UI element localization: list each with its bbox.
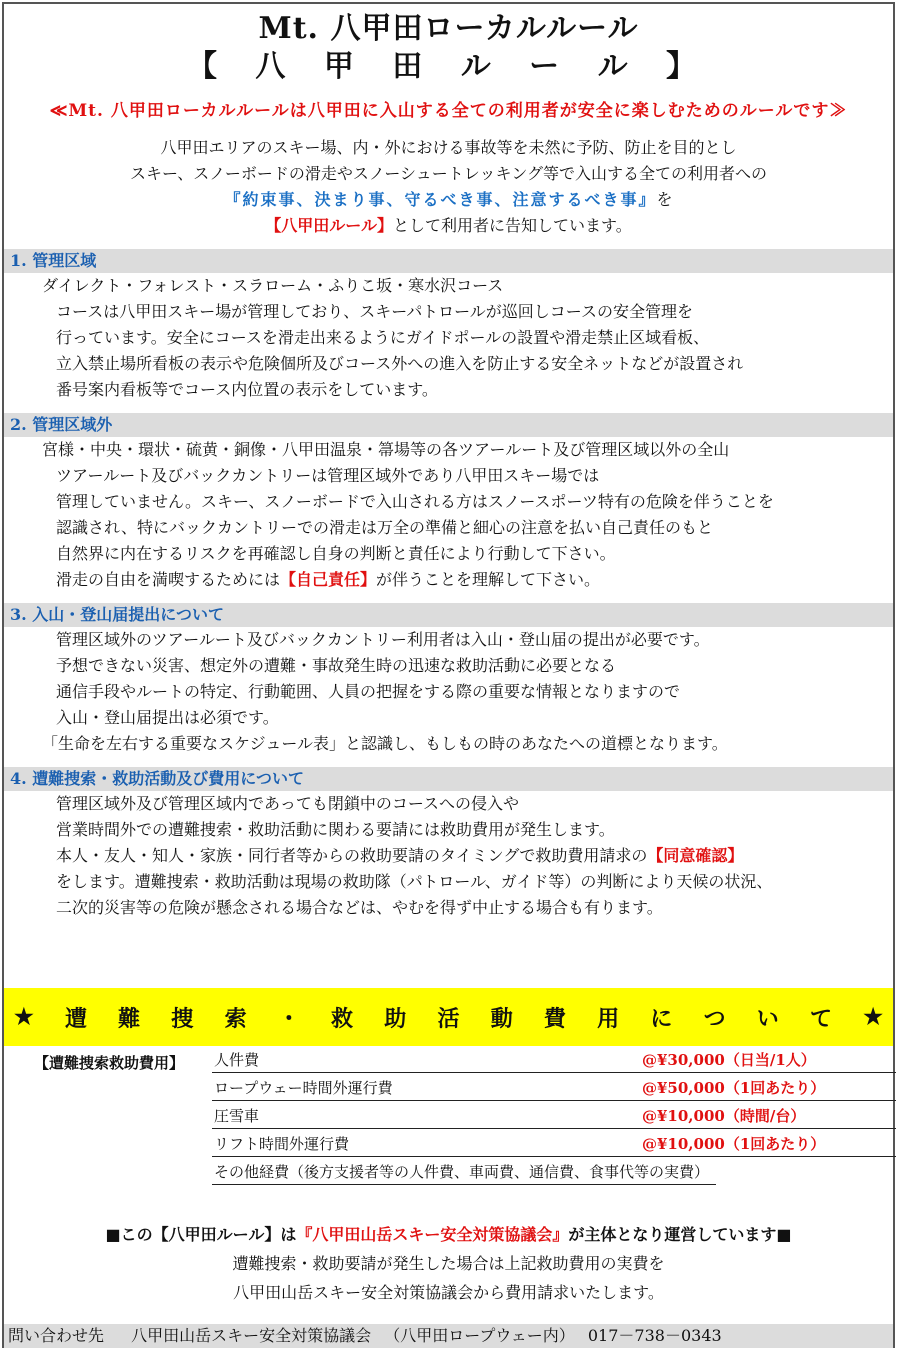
document-page: [2, 2, 895, 1348]
section-text: 滑走の自由を満喫するためには: [56, 570, 281, 589]
section-line: 認識され、特にバックカントリーでの滑走は万全の準備と細心の注意を払い自己責任のもと: [56, 518, 713, 537]
section-body: [4, 791, 893, 921]
section-text: 本人・友人・知人・家族・同行者等からの救助要請のタイミングで救助費用請求の: [56, 846, 648, 865]
footer-text: が主体となり運営しています■: [568, 1225, 792, 1244]
banner-char: 用: [597, 1005, 620, 1032]
banner-char: 費: [543, 1005, 566, 1032]
section-line: 二次的災害等の危険が懸念される場合などは、やむを得ず中止する場合も有ります。: [56, 898, 663, 917]
section-line: 「生命を左右する重要なスケジュール表」と認識し、もしもの時のあなたへの道標となります。: [42, 734, 728, 753]
self-responsibility-highlight: 【自己責任】: [280, 570, 377, 589]
footer-note: [4, 1220, 893, 1307]
banner-char: 索: [224, 1005, 247, 1032]
fee-row: [212, 1156, 716, 1185]
fee-price: @¥10,000（時間/台）: [642, 1107, 806, 1125]
fee-name: 人件費: [214, 1051, 260, 1069]
contact-label: 問い合わせ先: [8, 1326, 105, 1345]
section-line: コースは八甲田スキー場が管理しており、スキーパトロールが巡回しコースの安全管理を: [56, 302, 693, 321]
rescue-cost-banner: [4, 988, 893, 1046]
consent-highlight: 【同意確認】: [647, 846, 744, 865]
fee-name: その他経費（後方支援者等の人件費、車両費、通信費、食事代等の実費）: [214, 1163, 710, 1181]
section-line: 番号案内看板等でコース内位置の表示をしています。: [56, 380, 438, 399]
section-line: [4, 843, 893, 869]
section-line: 管理区域外及び管理区域内であっても閉鎖中のコースへの侵入や: [56, 794, 520, 813]
star-icon: ★: [863, 1004, 883, 1030]
intro-highlight: 【八甲田ルール】: [265, 216, 393, 235]
intro-text: を: [656, 190, 673, 209]
section-line: をします。遭難捜索・救助活動は現場の救助隊（パトロール、ガイド等）の判断により天候の状況、: [56, 872, 773, 891]
banner-char: に: [650, 1005, 673, 1032]
section-line: 管理していません。スキー、スノーボードで入山される方はスノースポーツ特有の危険を伴うことを: [56, 492, 774, 511]
intro-line: [4, 213, 893, 239]
section-heading: 4. 遭難捜索・救助活動及び費用について: [4, 767, 893, 791]
footer-line: 遭難捜索・救助要請が発生した場合は上記救助費用の実費を: [232, 1254, 665, 1273]
intro-highlight: 『約束事、決まり事、守るべき事、注意するべき事』: [224, 190, 657, 209]
tagline: ≪Mt. 八甲田ローカルルールは八甲田に入山する全ての利用者が安全に楽しむためのルールです≫: [49, 101, 848, 121]
banner-char: つ: [703, 1005, 726, 1032]
section-line: 入山・登山届提出は必須です。: [56, 708, 279, 727]
intro-line: 八甲田エリアのスキー場、内・外における事故等を未然に予防、防止を目的とし: [160, 138, 737, 157]
section-body: [4, 627, 893, 757]
banner-char: 動: [490, 1005, 513, 1032]
section-line: 立入禁止場所看板の表示や危険個所及びコース外への進入を防止する安全ネットなどが設置され: [56, 354, 744, 373]
footer-line: [4, 1220, 893, 1249]
page-title: Mt. 八甲田ローカルルール: [258, 11, 639, 46]
fee-row: [212, 1044, 896, 1073]
section-line: ダイレクト・フォレスト・スラローム・ふりこ坂・寒水沢コース: [42, 276, 504, 295]
fee-row: [212, 1100, 896, 1129]
council-highlight: 『八甲田山岳スキー安全対策協議会』: [296, 1225, 569, 1244]
fee-name: リフト時間外運行費: [214, 1135, 350, 1153]
section-body: [4, 273, 893, 403]
section-line: 予想できない災害、想定外の遭難・事故発生時の迅速な救助活動に必要となる: [56, 656, 617, 675]
contact-org: 八甲田山岳スキー安全対策協議会: [131, 1326, 372, 1345]
fee-name: 圧雪車: [214, 1107, 260, 1125]
section-heading: 2. 管理区域外: [4, 413, 893, 437]
footer-text: ■この【八甲田ルール】は: [105, 1225, 297, 1244]
fee-price: @¥30,000（日当/1人）: [642, 1051, 816, 1069]
section-heading: 1. 管理区域: [4, 249, 893, 273]
banner-char: ・: [277, 1005, 300, 1032]
intro-line: スキー、スノーボードの滑走やスノーシュートレッキング等で入山する全ての利用者への: [129, 164, 768, 183]
intro-line: [4, 187, 893, 213]
fee-row: [212, 1072, 896, 1101]
footer-line: 八甲田山岳スキー安全対策協議会から費用請求いたします。: [233, 1283, 664, 1302]
contact-phone: 017－738－0343: [587, 1326, 722, 1345]
intro-block: [4, 135, 893, 239]
section-body: [4, 437, 893, 593]
fee-row: [212, 1128, 896, 1157]
section-line: 自然界に内在するリスクを再確認し自身の判断と責任により行動して下さい。: [56, 544, 616, 563]
section-heading: 3. 入山・登山届提出について: [4, 603, 893, 627]
star-icon: ★: [14, 1004, 34, 1030]
banner-char: い: [756, 1005, 779, 1032]
banner-char: て: [810, 1005, 833, 1032]
page-subtitle: 【 八 甲 田 ル ー ル 】: [186, 49, 711, 84]
section-line: 営業時間外での遭難捜索・救助活動に関わる要請には救助費用が発生します。: [56, 820, 615, 839]
banner-char: 助: [384, 1005, 407, 1032]
section-line: 通信手段やルートの特定、行動範囲、人員の把握をする際の重要な情報となりますので: [56, 682, 681, 701]
banner-char: 難: [118, 1005, 141, 1032]
contact-detail: （八甲田ロープウェー内）: [384, 1326, 575, 1345]
banner-char: 捜: [171, 1005, 194, 1032]
banner-char: 活: [437, 1005, 460, 1032]
fee-name: ロープウェー時間外運行費: [214, 1079, 393, 1097]
fee-price: @¥10,000（1回あたり）: [642, 1135, 826, 1153]
section-line: 行っています。安全にコースを滑走出来るようにガイドポールの設置や滑走禁止区域看板、: [56, 328, 710, 347]
fee-table-label: 【遭難捜索救助費用】: [34, 1054, 185, 1072]
section-line: 管理区域外のツアールート及びバックカントリー利用者は入山・登山届の提出が必要です。: [56, 630, 710, 649]
banner-char: 救: [331, 1005, 354, 1032]
contact-bar: [4, 1324, 893, 1348]
fee-price: @¥50,000（1回あたり）: [642, 1079, 826, 1097]
section-line: [4, 567, 893, 593]
intro-text: として利用者に告知しています。: [392, 216, 632, 235]
section-line: 宮様・中央・環状・硫黄・銅像・八甲田温泉・箒場等の各ツアールート及び管理区域以外の全山: [42, 440, 730, 459]
section-line: ツアールート及びバックカントリーは管理区域外であり八甲田スキー場では: [56, 466, 600, 485]
banner-char: 遭: [64, 1005, 87, 1032]
section-text: が伴うことを理解して下さい。: [376, 570, 601, 589]
